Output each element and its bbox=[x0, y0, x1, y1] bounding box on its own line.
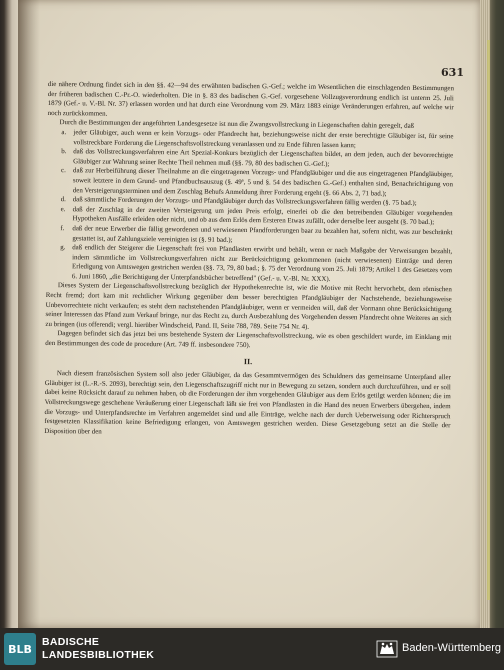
paragraph: die nähere Ordnung findet sich in den §§. 42—94 des erwähnten badischen G.-Gef.; welche im Wesentlichen die einschlagenden Bestimmungen der früheren badischen C.-Pr.-O. wiederholten. Die in §. 83 des badischen G.-Gef. vorgesehene Vollzugsverordnung endlich ist unterm 25. Juli 1879 (Gef.- u. V.-Bl. Nr. 37) erlassen worden und hat durch eine Verordnung vom 29. März 1883 einige Veränderungen erfahren, auf welche wir noch zurückkommen. bbox=[47, 80, 454, 118]
list-marker: g. bbox=[60, 244, 66, 252]
list-item-text: daß das Vollstreckungsverfahren eine Art Spezial-Konkurs bezüglich der Liegenschaften bildet, an dem jeden, auch der bevorrechtigte Gläubiger zur Wahrung seiner Rechte Theil nehmen muß (§§. 79, 80 des badischen G.-Gef.); bbox=[73, 148, 454, 168]
baden-wuerttemberg-lion-icon[interactable] bbox=[376, 638, 398, 660]
list-marker: a. bbox=[61, 129, 67, 137]
list-marker: f. bbox=[60, 225, 65, 233]
list-item-text: daß endlich der Steigerer die Liegenschaft frei von Pfandlasten erwirbt und behält, wenn er nach Maßgabe der Verweisungen bezahlt, indem sämmtliche im Vollstreckungsverfahren nicht zur Berücksichtigung gekommenen (nicht verwiesenen) Einträge und deren Erledigung von Amtswegen gestrichen werden (§§. 73, 79, 80 bad.; §. 75 der Verordnung vom 25. Juli 1879; Artikel 1 des Gesetzes vom 6. Juni 1860, „die Berichtigung der Unterpfandsbücher betreffend" (Gef.- u. V.-Bl. Nr. XXX). bbox=[71, 244, 453, 283]
page-gutter-shadow bbox=[18, 0, 40, 628]
blb-logo[interactable] bbox=[4, 633, 36, 665]
list-item bbox=[47, 166, 453, 199]
library-name[interactable] bbox=[42, 636, 154, 662]
list-marker: d. bbox=[60, 196, 66, 204]
list-marker: c. bbox=[61, 167, 66, 175]
list-item-text: daß der Zuschlag in der zweiten Versteigerung um jeden Preis erfolgt, einerlei ob die den betreibenden Gläubiger vorgehenden Hypotheken Ausfälle erleiden oder nicht, und ob aus dem Erlös dem Ersteren Etwas zufällt, oder derselbe leer ausgeht (§. 70 bad.); bbox=[72, 205, 453, 227]
page-number: 631 bbox=[441, 66, 464, 79]
footer-bar bbox=[0, 628, 504, 670]
bookmark-strip bbox=[487, 40, 490, 600]
section-heading: II. bbox=[243, 356, 253, 366]
list-item bbox=[46, 243, 452, 286]
list-item-text: jeder Gläubiger, auch wenn er kein Vorzugs- oder Pfandrecht hat, beziehungsweise nicht der erste berechtigte Gläubiger ist, für seine vollstreckbare Forderung die Liegenschaftsvollstreckung veranlassen und zu Ende führen lassen kann; bbox=[73, 129, 454, 149]
paragraph: Dagegen befindet sich das jetzt bei uns bestehende System der Liegenschaftsvollstreckung, wie es oben geschildert wurde, im Einklang mit den Bestimmungen des code de procedure (Art. 749 ff. insbesondere 750). bbox=[45, 330, 452, 350]
library-name-line-2: LANDESBIBLIOTHEK bbox=[42, 649, 155, 661]
list-marker: e. bbox=[60, 205, 66, 213]
paragraph: Nach diesem französischen System soll also jeder Gläubiger, da das Gesammtvermögen des Schuldners das gemeinsame Unterpfand aller Gläubiger ist (L.-R.-S. 2093), berechtigt sein, den Liegenschaftszugriff nicht nur in Bewegung zu setzen, sondern auch durchzuführen, und er soll dabei keine Rücksicht darauf zu nehmen haben, ob die Forderungen der ihm vorgehenden Gläubiger aus dem Erlös getilgt werden können; die im Vollstreckungswege geschehene Veräußerung einer Liegenschaft läßt sie frei von Pfandlasten in die Hand des neuen Erwerbers übergehen, indem die Vorzugs- und Unterpfandsrechte im Verfahren angemeldet sind und alle Einträge, welche nach der durch Ueberweisung oder Richterspruch festgesetzten Klassifikation keine Befriedigung erlangen, von Amtswegen gestrichen werden. Diese Gesetzgebung setzt an die Stelle der Disposition über den bbox=[44, 370, 451, 436]
paragraph: Dieses System der Liegenschaftsvollstreckung bezüglich der Hypothekenrechte ist, wie die Motive mit Recht hervorhebt, dem römischen Recht fremd; dort kam mit rechtlicher Wirkung gegenüber dem besser berechtigten Pfandgläubiger der Nachstehende, beziehungsweise Unbevorrechtete nicht verkaufen; es steht dem nachstehenden Pfandgläubiger, wenn er vermeiden will, daß der Vormann ohne Berücksichtigung seiner Interessen das Pfand zum Verkauf bringe, nur das Recht zu, durch Ausbezahlung des Vorgehenden dessen Pfandrecht ohne Weiteres an sich zu bringen (ius offerendi; vergl. hierüber Windscheid, Pand. II, Seite 788, 789. Seite 754 Nr. 4). bbox=[45, 282, 452, 331]
state-name[interactable]: Baden-Württemberg bbox=[402, 642, 502, 654]
list-item-text: daß zur Herbeiführung dieser Theilnahme an die eingetragenen Vorzugs- und Pfandgläubiger und die aus eingetragenen Pfandgläubiger, soweit letztere in dem Grund- und Pfandbuchsauszug (§. 49ª, 5 und §. 54 des badischen G.-Gef.) enthalten sind, Benachrichtigung von den Versteigerungsterminen und dem Zuschlag Behufs Anmeldung ihrer Forderung ergeht (§. 66 Abs. 2, 71 bad.); bbox=[72, 167, 454, 198]
list-item-text: daß sämmtliche Forderungen der Vorzugs- und Pfandgläubiger durch das Vollstreckungsverfahren fällig werden (§. 75 bad.); bbox=[72, 196, 417, 207]
list-item-text: daß der neue Erwerber die fällig gewordenen und verwiesenen Pfandforderungen baar zu bezahlen hat, sofern nicht, was zur beschränkt gestattet ist, auf Zahlungsziele vereinigten ist (§. 91 bad.); bbox=[72, 225, 453, 244]
library-name-line-1: BADISCHE bbox=[42, 636, 100, 648]
enumerated-list bbox=[46, 128, 454, 286]
page-body-text bbox=[44, 80, 454, 441]
list-marker: b. bbox=[61, 148, 67, 156]
paragraph: Durch die Bestimmungen der angeführten Landesgesetze ist nun die Zwangsvollstreckung in Liegenschaften dahin geregelt, daß bbox=[59, 119, 415, 131]
blb-logo-text: BLB bbox=[8, 642, 32, 656]
